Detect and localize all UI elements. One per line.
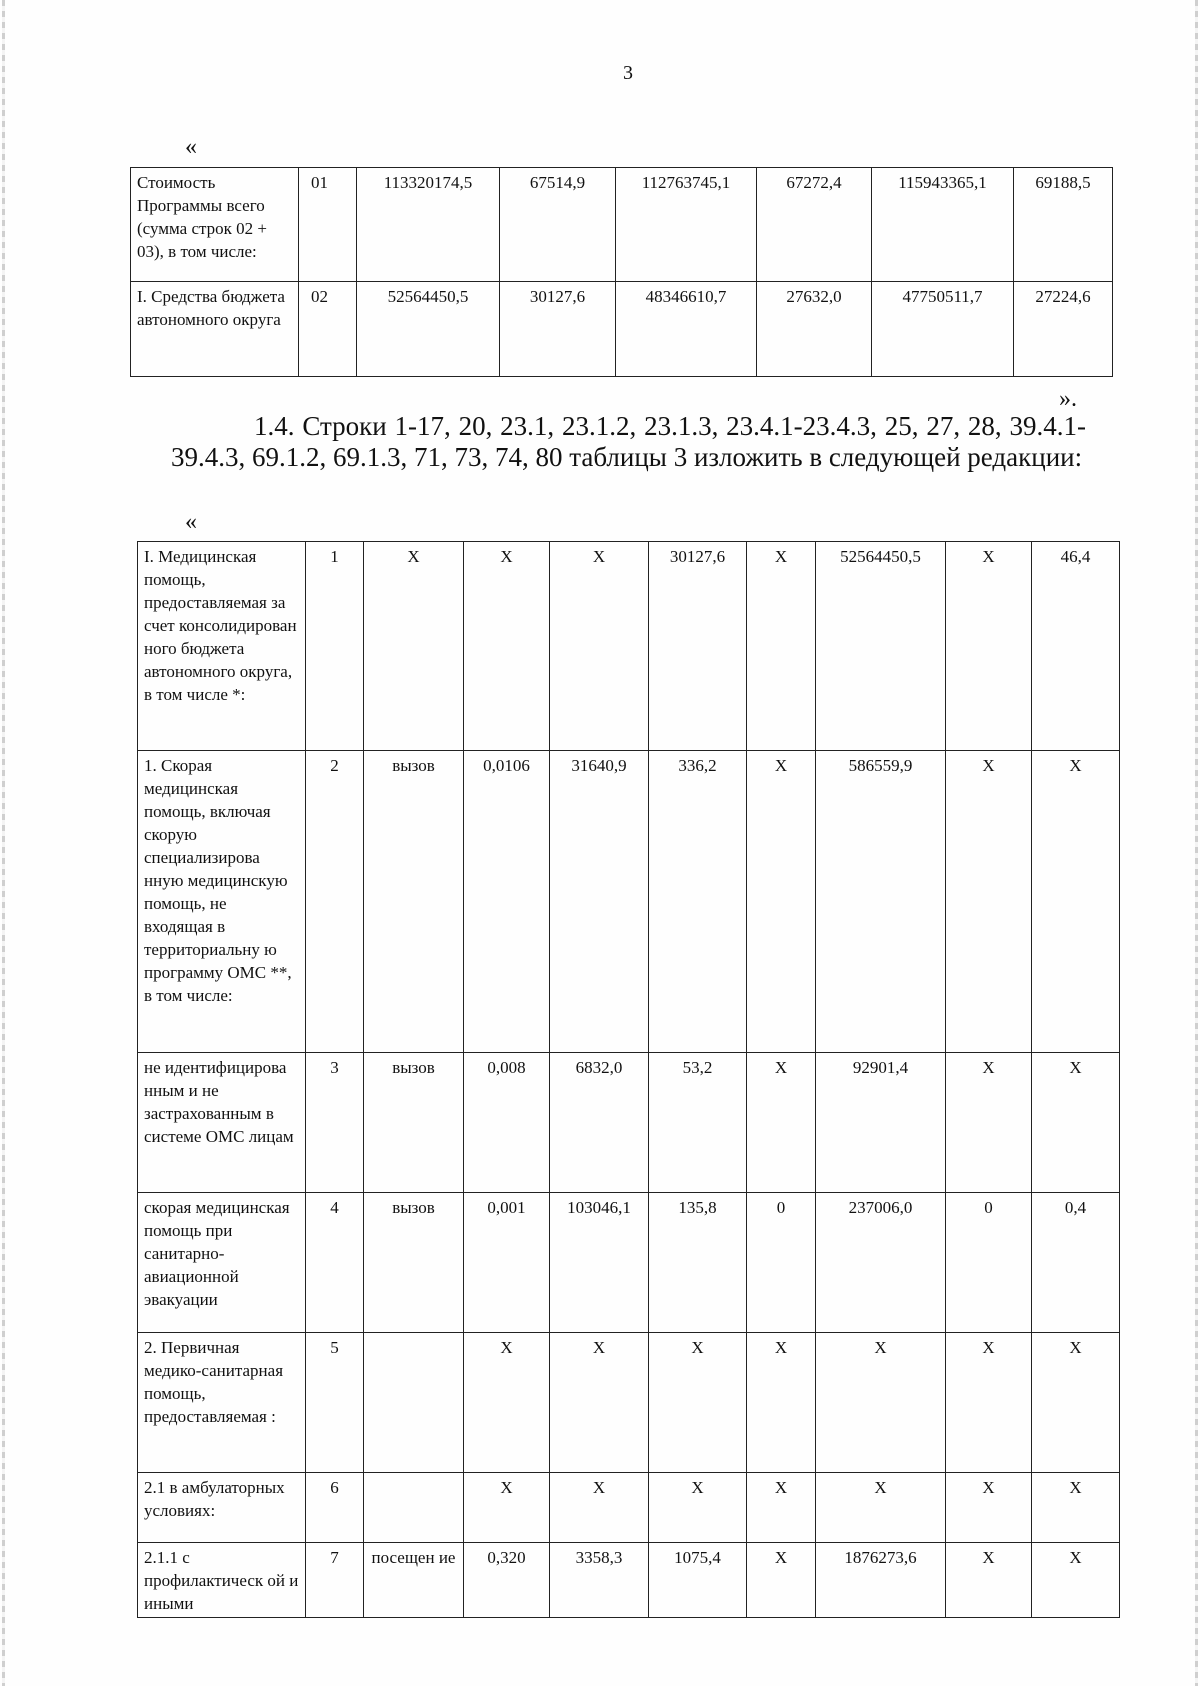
cell-value: X xyxy=(946,1543,1032,1618)
cell-value: X xyxy=(1032,1543,1120,1618)
row-name: не идентифицирова нным и не застрахованным в системе ОМС лицам xyxy=(138,1053,306,1193)
row-name: I. Средства бюджета автономного округа xyxy=(131,282,299,377)
row-name: Стоимость Программы всего (сумма строк 02 + 03), в том числе: xyxy=(131,168,299,282)
table-row xyxy=(138,1333,1120,1473)
table-main xyxy=(137,541,1120,1618)
paragraph-text: 1.4. Строки 1-17, 20, 23.1, 23.1.2, 23.1.3, 23.4.1-23.4.3, 25, 27, 28, 39.4.1-39.4.3, 69.1.2, 69.1.3, 71, 73, 74, 80 таблицы 3 изложить в следующей редакции: xyxy=(171,411,1086,472)
cell-value: X xyxy=(747,1543,816,1618)
row-number: 6 xyxy=(306,1473,364,1543)
cell-value: 1876273,6 xyxy=(816,1543,946,1618)
cell-value: X xyxy=(816,1333,946,1473)
row-name: I. Медицинская помощь, предоставляемая за счет консолидирован ного бюджета автономного округа, в том числе *: xyxy=(138,542,306,751)
cell-value: 0,4 xyxy=(1032,1193,1120,1333)
table-row xyxy=(138,751,1120,1053)
row-unit: вызов xyxy=(364,1053,464,1193)
cell-value: 67272,4 xyxy=(757,168,872,282)
cell-value: 30127,6 xyxy=(649,542,747,751)
cell-value: 0,320 xyxy=(464,1543,550,1618)
cell-value: 52564450,5 xyxy=(357,282,500,377)
cell-value: 0,001 xyxy=(464,1193,550,1333)
cell-value: X xyxy=(649,1333,747,1473)
cell-value: 67514,9 xyxy=(500,168,616,282)
cell-value: X xyxy=(946,1473,1032,1543)
row-unit: вызов xyxy=(364,1193,464,1333)
cell-value: 27224,6 xyxy=(1014,282,1113,377)
cell-value: 336,2 xyxy=(649,751,747,1053)
cell-value: X xyxy=(747,1053,816,1193)
cell-value: X xyxy=(1032,751,1120,1053)
cell-value: 103046,1 xyxy=(550,1193,649,1333)
cell-value: X xyxy=(1032,1053,1120,1193)
row-unit xyxy=(364,1473,464,1543)
cell-value: X xyxy=(1032,1473,1120,1543)
cell-value: 0,008 xyxy=(464,1053,550,1193)
row-code: 01 xyxy=(299,168,357,282)
row-number: 2 xyxy=(306,751,364,1053)
cell-value: 27632,0 xyxy=(757,282,872,377)
row-unit: вызов xyxy=(364,751,464,1053)
cell-value: 1075,4 xyxy=(649,1543,747,1618)
cell-value: X xyxy=(946,1333,1032,1473)
cell-value: 115943365,1 xyxy=(872,168,1014,282)
open-quote-top: « xyxy=(185,134,197,160)
table-row xyxy=(131,282,1113,377)
table-row xyxy=(138,542,1120,751)
row-unit xyxy=(364,1333,464,1473)
cell-value: 237006,0 xyxy=(816,1193,946,1333)
scan-edge-right xyxy=(1195,0,1198,1686)
cell-value: X xyxy=(550,1473,649,1543)
row-number: 7 xyxy=(306,1543,364,1618)
table-row xyxy=(138,1543,1120,1618)
table-row xyxy=(131,168,1113,282)
row-number: 4 xyxy=(306,1193,364,1333)
amendment-paragraph xyxy=(171,411,1086,473)
row-unit: посещен ие xyxy=(364,1543,464,1618)
cell-value: 586559,9 xyxy=(816,751,946,1053)
cell-value: 0,0106 xyxy=(464,751,550,1053)
row-name: 2.1.1 с профилактическ ой и иными xyxy=(138,1543,306,1618)
page-number: 3 xyxy=(623,62,633,84)
table-row xyxy=(138,1053,1120,1193)
row-number: 5 xyxy=(306,1333,364,1473)
cell-value: 69188,5 xyxy=(1014,168,1113,282)
cell-value: X xyxy=(649,1473,747,1543)
cell-value: 48346610,7 xyxy=(616,282,757,377)
cell-value: 6832,0 xyxy=(550,1053,649,1193)
cell-value: 0 xyxy=(946,1193,1032,1333)
row-number: 1 xyxy=(306,542,364,751)
table-row xyxy=(138,1473,1120,1543)
cell-value: 3358,3 xyxy=(550,1543,649,1618)
cell-value: 0 xyxy=(747,1193,816,1333)
cell-value: X xyxy=(946,1053,1032,1193)
row-name: скорая медицинская помощь при санитарно-авиационной эвакуации xyxy=(138,1193,306,1333)
cell-value: X xyxy=(1032,1333,1120,1473)
cell-value: 52564450,5 xyxy=(816,542,946,751)
cell-value: X xyxy=(946,542,1032,751)
open-quote-main: « xyxy=(185,509,197,535)
cell-value: X xyxy=(464,1473,550,1543)
cell-value: X xyxy=(747,751,816,1053)
row-name: 1. Скорая медицинская помощь, включая скорую специализирова нную медицинскую помощь, не входящая в территориальну ю программу ОМС **, в том числе: xyxy=(138,751,306,1053)
cell-value: X xyxy=(464,1333,550,1473)
cell-value: 47750511,7 xyxy=(872,282,1014,377)
cell-value: X xyxy=(747,542,816,751)
cell-value: 30127,6 xyxy=(500,282,616,377)
cell-value: 46,4 xyxy=(1032,542,1120,751)
row-number: 3 xyxy=(306,1053,364,1193)
cell-value: X xyxy=(946,751,1032,1053)
table-row xyxy=(138,1193,1120,1333)
row-name: 2.1 в амбулаторных условиях: xyxy=(138,1473,306,1543)
cell-value: X xyxy=(464,542,550,751)
cell-value: 135,8 xyxy=(649,1193,747,1333)
table-top xyxy=(130,167,1113,377)
row-code: 02 xyxy=(299,282,357,377)
cell-value: X xyxy=(747,1333,816,1473)
cell-value: X xyxy=(550,542,649,751)
cell-value: 112763745,1 xyxy=(616,168,757,282)
cell-value: 31640,9 xyxy=(550,751,649,1053)
cell-value: 92901,4 xyxy=(816,1053,946,1193)
cell-value: X xyxy=(550,1333,649,1473)
row-name: 2. Первичная медико-санитарная помощь, предоставляемая : xyxy=(138,1333,306,1473)
close-quote: ». xyxy=(1059,386,1077,412)
cell-value: 53,2 xyxy=(649,1053,747,1193)
row-unit: X xyxy=(364,542,464,751)
cell-value: 113320174,5 xyxy=(357,168,500,282)
scan-edge-left xyxy=(2,0,5,1686)
cell-value: X xyxy=(747,1473,816,1543)
cell-value: X xyxy=(816,1473,946,1543)
